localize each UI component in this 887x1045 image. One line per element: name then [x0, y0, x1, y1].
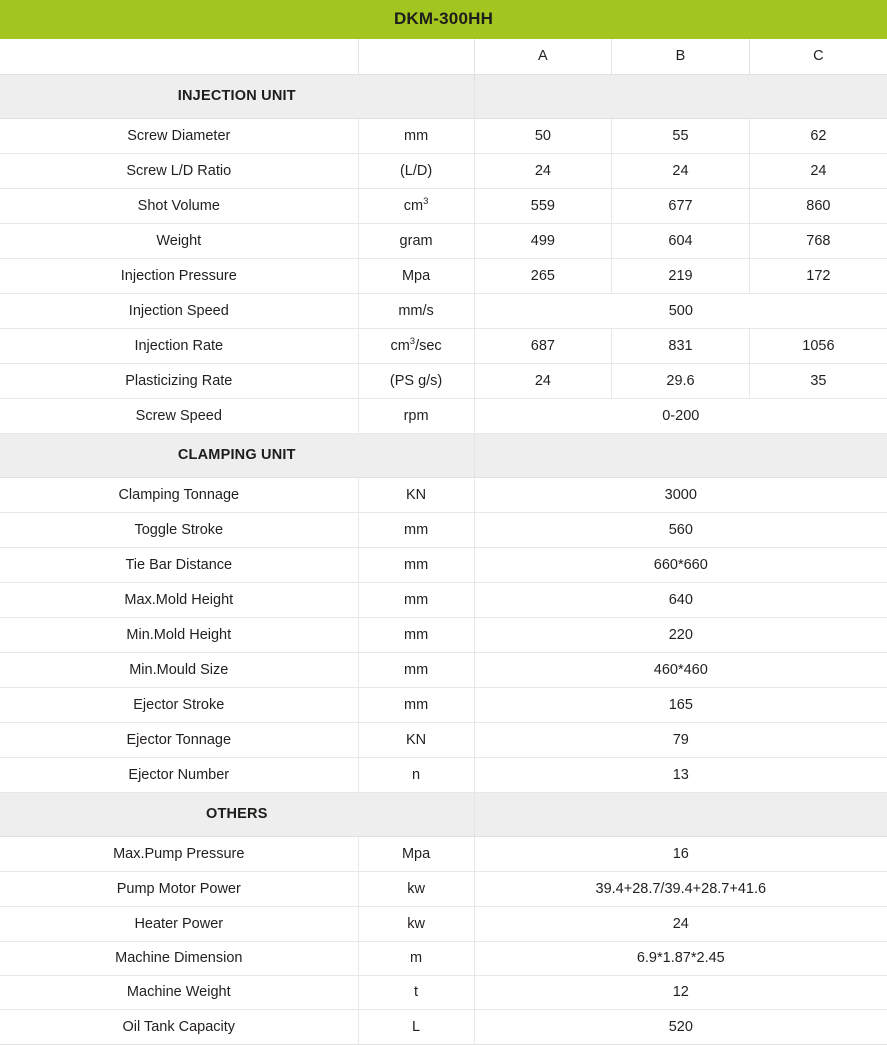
spec-row: [0, 871, 887, 906]
spec-unit: mm/s: [358, 293, 474, 328]
spec-value-merged: 500: [474, 293, 887, 328]
section-header-row: [0, 74, 887, 118]
title-row: [0, 0, 887, 39]
spec-parameter-name: Plasticizing Rate: [0, 363, 358, 398]
spec-value-merged: 165: [474, 687, 887, 722]
spec-unit: n: [358, 757, 474, 792]
spec-parameter-name: Pump Motor Power: [0, 871, 358, 906]
spec-parameter-name: Screw L/D Ratio: [0, 153, 358, 188]
spec-parameter-name: Heater Power: [0, 906, 358, 941]
spec-value-c: 860: [749, 188, 887, 223]
spec-row: [0, 293, 887, 328]
spec-unit: kw: [358, 906, 474, 941]
spec-value-merged: 640: [474, 582, 887, 617]
spec-row: [0, 118, 887, 153]
spec-unit: L: [358, 1009, 474, 1044]
spec-parameter-name: Injection Speed: [0, 293, 358, 328]
spec-value-c: 35: [749, 363, 887, 398]
spec-parameter-name: Ejector Stroke: [0, 687, 358, 722]
spec-parameter-name: Min.Mold Height: [0, 617, 358, 652]
spec-row: [0, 687, 887, 722]
spec-unit: mm: [358, 547, 474, 582]
spec-unit: KN: [358, 477, 474, 512]
unit-exponent: 3: [423, 195, 429, 207]
spec-value-a: 499: [474, 223, 612, 258]
spec-value-c: 768: [749, 223, 887, 258]
spec-row: [0, 477, 887, 512]
spec-row: [0, 363, 887, 398]
spec-row: [0, 906, 887, 941]
section-header-spacer: [474, 792, 887, 836]
spec-row: [0, 757, 887, 792]
spec-value-a: 24: [474, 363, 612, 398]
spec-row: [0, 652, 887, 687]
spec-unit: gram: [358, 223, 474, 258]
spec-parameter-name: Machine Dimension: [0, 941, 358, 975]
spec-unit: [358, 328, 474, 363]
spec-parameter-name: Min.Mould Size: [0, 652, 358, 687]
spec-value-b: 677: [612, 188, 750, 223]
spec-value-merged: 460*460: [474, 652, 887, 687]
spec-value-merged: 12: [474, 975, 887, 1009]
spec-unit: [358, 188, 474, 223]
spec-value-merged: 39.4+28.7/39.4+28.7+41.6: [474, 871, 887, 906]
spec-parameter-name: Screw Speed: [0, 398, 358, 433]
spec-value-b: 219: [612, 258, 750, 293]
spec-parameter-name: Weight: [0, 223, 358, 258]
spec-row: [0, 188, 887, 223]
spec-value-merged: 16: [474, 836, 887, 871]
section-title: OTHERS: [0, 792, 474, 836]
table-body: [0, 74, 887, 1044]
spec-value-merged: 560: [474, 512, 887, 547]
unit-suffix: /sec: [415, 337, 442, 354]
spec-value-b: 831: [612, 328, 750, 363]
spec-value-c: 1056: [749, 328, 887, 363]
spec-row: [0, 941, 887, 975]
section-header-row: [0, 433, 887, 477]
spec-value-merged: 660*660: [474, 547, 887, 582]
spec-value-merged: 24: [474, 906, 887, 941]
spec-row: [0, 1009, 887, 1044]
spec-value-a: 24: [474, 153, 612, 188]
spec-value-c: 24: [749, 153, 887, 188]
spec-value-b: 604: [612, 223, 750, 258]
spec-parameter-name: Injection Pressure: [0, 258, 358, 293]
spec-row: [0, 722, 887, 757]
spec-parameter-name: Ejector Number: [0, 757, 358, 792]
spec-unit: mm: [358, 512, 474, 547]
column-header-c: C: [749, 39, 887, 74]
spec-unit: mm: [358, 687, 474, 722]
spec-parameter-name: Max.Pump Pressure: [0, 836, 358, 871]
unit-base: cm: [403, 197, 424, 214]
spec-parameter-name: Clamping Tonnage: [0, 477, 358, 512]
spec-row: [0, 836, 887, 871]
spec-parameter-name: Toggle Stroke: [0, 512, 358, 547]
spec-unit: t: [358, 975, 474, 1009]
machine-model-title: DKM-300HH: [0, 0, 887, 39]
spec-parameter-name: Machine Weight: [0, 975, 358, 1009]
column-header-b: B: [612, 39, 750, 74]
spec-parameter-name: Screw Diameter: [0, 118, 358, 153]
spec-row: [0, 547, 887, 582]
spec-value-b: 24: [612, 153, 750, 188]
spec-value-b: 55: [612, 118, 750, 153]
spec-parameter-name: Max.Mold Height: [0, 582, 358, 617]
spec-row: [0, 617, 887, 652]
spec-unit: Mpa: [358, 836, 474, 871]
spec-unit: mm: [358, 582, 474, 617]
spec-value-a: 687: [474, 328, 612, 363]
spec-unit: mm: [358, 617, 474, 652]
section-header-spacer: [474, 74, 887, 118]
unit-base: cm: [390, 337, 410, 354]
spec-unit: KN: [358, 722, 474, 757]
spec-unit: (PS g/s): [358, 363, 474, 398]
spec-value-merged: 220: [474, 617, 887, 652]
spec-parameter-name: Ejector Tonnage: [0, 722, 358, 757]
spec-value-merged: 6.9*1.87*2.45: [474, 941, 887, 975]
spec-value-merged: 0-200: [474, 398, 887, 433]
spec-row: [0, 512, 887, 547]
spec-value-a: 50: [474, 118, 612, 153]
spec-parameter-name: Shot Volume: [0, 188, 358, 223]
spec-parameter-name: Tie Bar Distance: [0, 547, 358, 582]
spec-value-c: 62: [749, 118, 887, 153]
spec-unit: Mpa: [358, 258, 474, 293]
spec-parameter-name: Injection Rate: [0, 328, 358, 363]
spec-value-merged: 79: [474, 722, 887, 757]
section-title: CLAMPING UNIT: [0, 433, 474, 477]
spec-value-merged: 520: [474, 1009, 887, 1044]
section-header-row: [0, 792, 887, 836]
column-header-name: [0, 39, 358, 74]
spec-unit: m: [358, 941, 474, 975]
column-header-a: A: [474, 39, 612, 74]
spec-row: [0, 975, 887, 1009]
spec-value-merged: 13: [474, 757, 887, 792]
spec-value-c: 172: [749, 258, 887, 293]
spec-unit: mm: [358, 652, 474, 687]
spec-unit: rpm: [358, 398, 474, 433]
spec-unit: kw: [358, 871, 474, 906]
column-header-row: [0, 39, 887, 74]
unit-exponent: 3: [409, 335, 416, 347]
spec-row: [0, 223, 887, 258]
spec-row: [0, 582, 887, 617]
spec-unit: (L/D): [358, 153, 474, 188]
spec-row: [0, 258, 887, 293]
column-header-unit: [358, 39, 474, 74]
spec-unit: mm: [358, 118, 474, 153]
spec-row: [0, 153, 887, 188]
table-header: [0, 0, 887, 74]
spec-value-a: 559: [474, 188, 612, 223]
section-header-spacer: [474, 433, 887, 477]
spec-value-b: 29.6: [612, 363, 750, 398]
section-title: INJECTION UNIT: [0, 74, 474, 118]
spec-value-a: 265: [474, 258, 612, 293]
spec-row: [0, 328, 887, 363]
spec-parameter-name: Oil Tank Capacity: [0, 1009, 358, 1044]
spec-row: [0, 398, 887, 433]
spec-value-merged: 3000: [474, 477, 887, 512]
